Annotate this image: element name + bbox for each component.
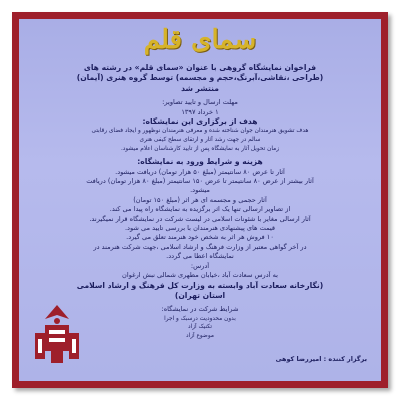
call-disciplines-line: (طراحی ،نقاشی،آبرنگ،حجم و مجسمه) توسط گروه هنری (آیمان)	[76, 73, 324, 83]
address-line: به آدرس سعادت آباد ،خیابان مطهری شمالی نبش ارغوان	[122, 271, 278, 280]
deadline-date: ۱ خرداد ۱۳۹۷	[181, 107, 219, 116]
gallery-line-1: (نگارخانه سعادت آباد وابسته به وزارت کل فرهنگ و ارشاد اسلامی	[76, 280, 324, 290]
fee-line-2: آثار بیشتر از عرض ۸۰ سانتیمتر تا عرض ۱۵۰ سانتیمتر (مبلغ ۸۰ هزار تومان) دریافت	[86, 177, 314, 186]
condition-2: تکنیک آزاد	[188, 324, 212, 331]
poster-title: سمای قلم	[143, 25, 257, 55]
condition-1: بدون محدودیت درسبک و اجرا	[164, 315, 236, 322]
certificate-line-1: در آخر گواهی معتبر از وزارت فرهنگ و ارشاد اسلامی ،جهت شرکت هنرمند در	[93, 242, 307, 251]
fee-line-2b: میشود.	[190, 186, 210, 195]
organizer-signature: برگزار کننده : امیررضا کوهی	[275, 355, 367, 363]
goal-heading: هدف از برگزاری این نمایشگاه:	[142, 117, 258, 127]
poster	[19, 19, 381, 381]
delivery-line: زمان تحویل آثار به نمایشگاه پس از تایید کارشناسان اعلام میشود.	[120, 145, 280, 152]
conditions-heading: شرایط شرکت در نمایشگاه:	[161, 305, 239, 314]
certificate-line-2: نمایشگاه اعطا می گردد.	[166, 252, 234, 261]
goal-line-1: هدف تشویق هنرمندان جوان شناخته شده و معرفی هنرمندان نوظهور و ایجاد فضای رقابتی	[91, 128, 309, 135]
rule-line-2: آثار ارسالی مغایر با شئونات اسلامی در لیست شرکت در نمایشگاه قرار نمیگیرند.	[89, 214, 311, 223]
address-label: آدرس:	[190, 261, 210, 270]
rule-line-3: قیمت های پیشنهادی هنرمندان با بررسی تایید می شود.	[124, 224, 276, 233]
gallery-line-2: استان تهران)	[174, 290, 226, 300]
goal-line-2: سالم در جهت رشد آثار و ارتقای سطح کیفی هنری	[139, 137, 261, 144]
rule-line-1: از تصاویر ارسالی تنها یک اثر برگزیده به نمایشگاه راه پیدا می کند.	[109, 205, 291, 214]
fees-heading: هزینه و شرایط ورود به نمایشگاه:	[137, 157, 263, 167]
fee-line-3: آثار حجمی و مجسمه ای هر اثر (مبلغ ۱۵۰ تومان)	[133, 195, 267, 204]
fee-line-1: آثار تا عرض ۸۰ سانتیمتر (مبلغ ۵۰ هزار تومان) دریافت میشود.	[115, 167, 285, 176]
call-heading-line: فراخوان نمایشگاه گروهی با عنوان «سمای قلم» در رشته های	[83, 63, 317, 72]
ministry-of-culture-emblem-icon	[29, 303, 85, 367]
condition-3: موضوع آزاد	[186, 332, 214, 339]
deadline-label: مهلت ارسال و تایید تصاویر:	[162, 98, 238, 107]
poster-body	[29, 63, 371, 341]
call-published-line: منتشر شد	[181, 83, 219, 93]
rule-line-4: ۱۰ فروش هر اثر به شخص خود هنرمند تعلق می گیرد.	[126, 233, 274, 242]
